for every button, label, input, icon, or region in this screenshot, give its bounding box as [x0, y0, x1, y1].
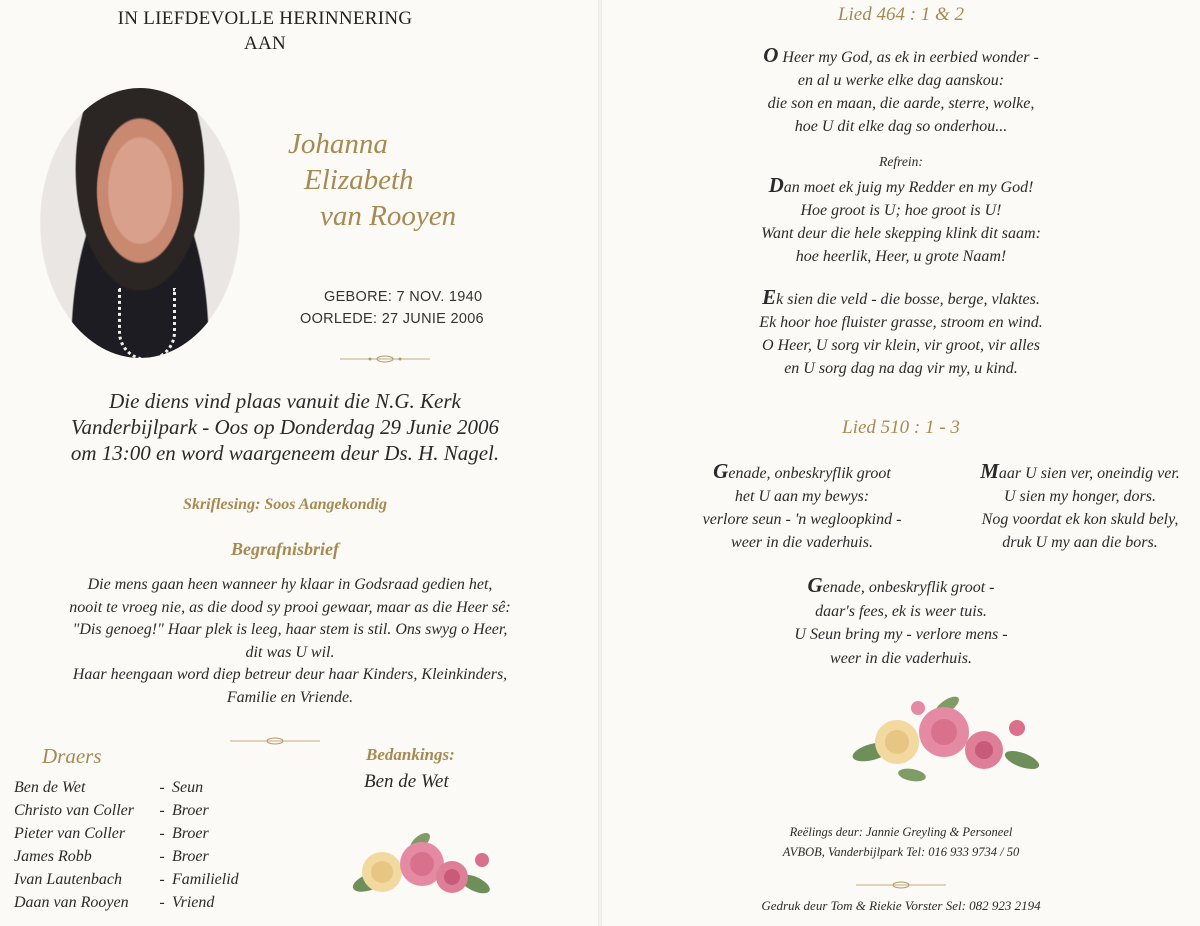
refrein — [602, 174, 1200, 268]
died-label: OORLEDE: — [300, 311, 378, 327]
verse-line: die son en maan, die aarde, sterre, wolke, — [767, 95, 1035, 112]
bearer-relation: Seun — [172, 779, 204, 796]
arrangements-line-2: AVBOB, Vanderbijlpark Tel: 016 933 9734 / 50 — [782, 845, 1020, 859]
born-value: 7 NOV. 1940 — [396, 289, 483, 305]
deceased-name — [280, 126, 520, 234]
funeral-line-6: Familie en Vriende. — [226, 688, 354, 706]
drop-cap: G — [713, 459, 729, 483]
funeral-line-3: "Dis genoeg!" Haar plek is leeg, haar stem is stil. Ons swyg o Heer, — [72, 621, 508, 638]
bearer-sep: - — [159, 871, 165, 888]
verse-line: verlore seun - 'n wegloopkind - — [702, 511, 902, 528]
drop-cap: G — [807, 573, 823, 597]
header-line-2: AAN — [243, 33, 287, 54]
bearer-relation: Broer — [172, 802, 209, 819]
drop-cap: M — [980, 459, 999, 483]
hymn2-title: Lied 510 : 1 - 3 — [842, 417, 960, 438]
verse-line: hoe U dit elke dag so onderhou... — [794, 118, 1008, 135]
bearer-relation: Vriend — [172, 894, 215, 911]
verse-first-line: Maar U sien ver, oneindig ver. — [980, 459, 1180, 483]
bearer-sep: - — [159, 848, 165, 865]
hymn1-verse2 — [602, 286, 1200, 380]
born-label: GEBORE: — [324, 289, 393, 305]
verse-line: daar's fees, ek is weer tuis. — [815, 602, 987, 620]
name-middle: Elizabeth — [304, 164, 414, 196]
bearer-sep: - — [159, 802, 165, 819]
portrait-photo — [40, 88, 240, 358]
bearer-relation: Broer — [172, 848, 209, 865]
refrein-label: Refrein: — [879, 154, 923, 169]
thanks-title: Bedankings: — [366, 745, 455, 764]
verse-first-line: O Heer my God, as ek in eerbied wonder - — [763, 43, 1039, 67]
life-dates — [300, 286, 530, 330]
service-details — [20, 388, 550, 466]
header — [0, 6, 530, 56]
service-line-1: Die diens vind plaas vanuit die N.G. Kerk — [109, 389, 461, 413]
name-first: Johanna — [288, 128, 388, 160]
drop-cap: O — [763, 43, 779, 67]
verse-line: druk U my aan die bors. — [1002, 534, 1158, 551]
verse-line: O Heer, U sorg vir klein, vir groot, vir alles — [762, 337, 1040, 354]
drop-cap: D — [768, 173, 784, 197]
header-line-1: IN LIEFDEVOLLE HERINNERING — [117, 8, 413, 29]
born-row — [300, 286, 530, 308]
verse-line: en al u werke elke dag aanskou: — [797, 72, 1005, 89]
verse-first-line: Genade, onbeskryflik groot — [713, 459, 891, 483]
verse-line: weer in die vaderhuis. — [731, 534, 873, 551]
hymn2-verse1 — [662, 460, 942, 554]
verse-line: weer in die vaderhuis. — [830, 649, 972, 667]
bearer-name: James Robb — [14, 848, 92, 865]
scripture-reading: Skriflesing: Soos Aangekondig — [183, 496, 387, 513]
right-page — [602, 0, 1200, 926]
printed-by: Gedruk deur Tom & Riekie Vorster Sel: 082 923 2194 — [761, 898, 1041, 913]
list-item — [14, 822, 344, 845]
list-item — [14, 776, 344, 799]
verse-line: U Seun bring my - verlore mens - — [794, 626, 1008, 643]
name-last: van Rooyen — [320, 200, 457, 232]
rose-bouquet-icon — [852, 690, 1042, 790]
list-item — [14, 868, 344, 891]
arrangements-line-1: Reëlings deur: Jannie Greyling & Personeel — [789, 825, 1013, 839]
bearers-list — [14, 776, 344, 914]
funeral-line-1: Die mens gaan heen wanneer hy klaar in Godsraad gedien het, — [87, 576, 493, 593]
bearer-name: Ivan Lautenbach — [14, 871, 122, 888]
funeral-line-2: nooit te vroeg nie, as die dood sy prooi gewaar, maar as die Heer sê: — [69, 598, 511, 616]
bearers-title: Draers — [42, 744, 102, 768]
bearer-name: Ben de Wet — [14, 779, 86, 796]
bearer-relation: Broer — [172, 825, 209, 842]
funeral-letter — [10, 574, 570, 709]
bearer-name: Daan van Rooyen — [14, 894, 129, 911]
hymn1-verse1 — [602, 44, 1200, 138]
left-page — [0, 0, 598, 926]
funeral-line-4: dit was U wil. — [245, 643, 335, 661]
service-line-3: om 13:00 en word waargeneem deur Ds. H. Nagel. — [70, 441, 500, 465]
hymn1-title: Lied 464 : 1 & 2 — [837, 4, 965, 25]
verse-first-line: Dan moet ek juig my Redder en my God! — [768, 173, 1034, 197]
bearer-sep: - — [159, 825, 165, 842]
thanks-name: Ben de Wet — [364, 771, 449, 792]
verse-line: en U sorg dag na dag vir my, u kind. — [784, 360, 1018, 377]
list-item — [14, 845, 344, 868]
ornament-divider-icon — [856, 874, 946, 893]
list-item — [14, 891, 344, 914]
verse-first-line: Genade, onbeskryflik groot - — [807, 573, 995, 597]
arrangements — [602, 822, 1200, 862]
died-row — [300, 308, 530, 330]
verse-line: Hoe groot is U; hoe groot is U! — [800, 202, 1002, 219]
hymn2-verse2 — [950, 460, 1200, 554]
drop-cap: E — [762, 285, 777, 309]
verse-line: U sien my honger, dors. — [1004, 488, 1156, 505]
funeral-letter-title: Begrafnisbrief — [231, 539, 339, 559]
verse-first-line: Ek sien die veld - die bosse, berge, vlaktes. — [762, 285, 1040, 309]
hymn2-verse3 — [602, 574, 1200, 670]
list-item — [14, 799, 344, 822]
bearer-name: Pieter van Coller — [14, 825, 126, 842]
bearer-relation: Familielid — [172, 871, 239, 888]
service-line-2: Vanderbijlpark - Oos op Donderdag 29 Junie 2006 — [71, 415, 499, 439]
verse-line: het U aan my bewys: — [734, 488, 870, 505]
bearer-sep: - — [159, 779, 165, 796]
verse-line: Want deur die hele skepping klink dit saam: — [761, 225, 1041, 242]
funeral-line-5: Haar heengaan word diep betreur deur haar Kinders, Kleinkinders, — [72, 666, 508, 683]
rose-bouquet-icon — [340, 822, 500, 912]
ornament-divider-icon — [230, 730, 320, 749]
verse-line: Ek hoor hoe fluister grasse, stroom en wind. — [759, 314, 1043, 331]
pearl-necklace — [118, 288, 176, 358]
bearer-name: Christo van Coller — [14, 802, 135, 819]
ornament-divider-icon — [340, 348, 430, 367]
bearer-sep: - — [159, 894, 165, 911]
verse-line: hoe heerlik, Heer, u grote Naam! — [795, 248, 1007, 265]
verse-line: Nog voordat ek kon skuld bely, — [981, 511, 1179, 528]
died-value: 27 JUNIE 2006 — [381, 311, 484, 327]
